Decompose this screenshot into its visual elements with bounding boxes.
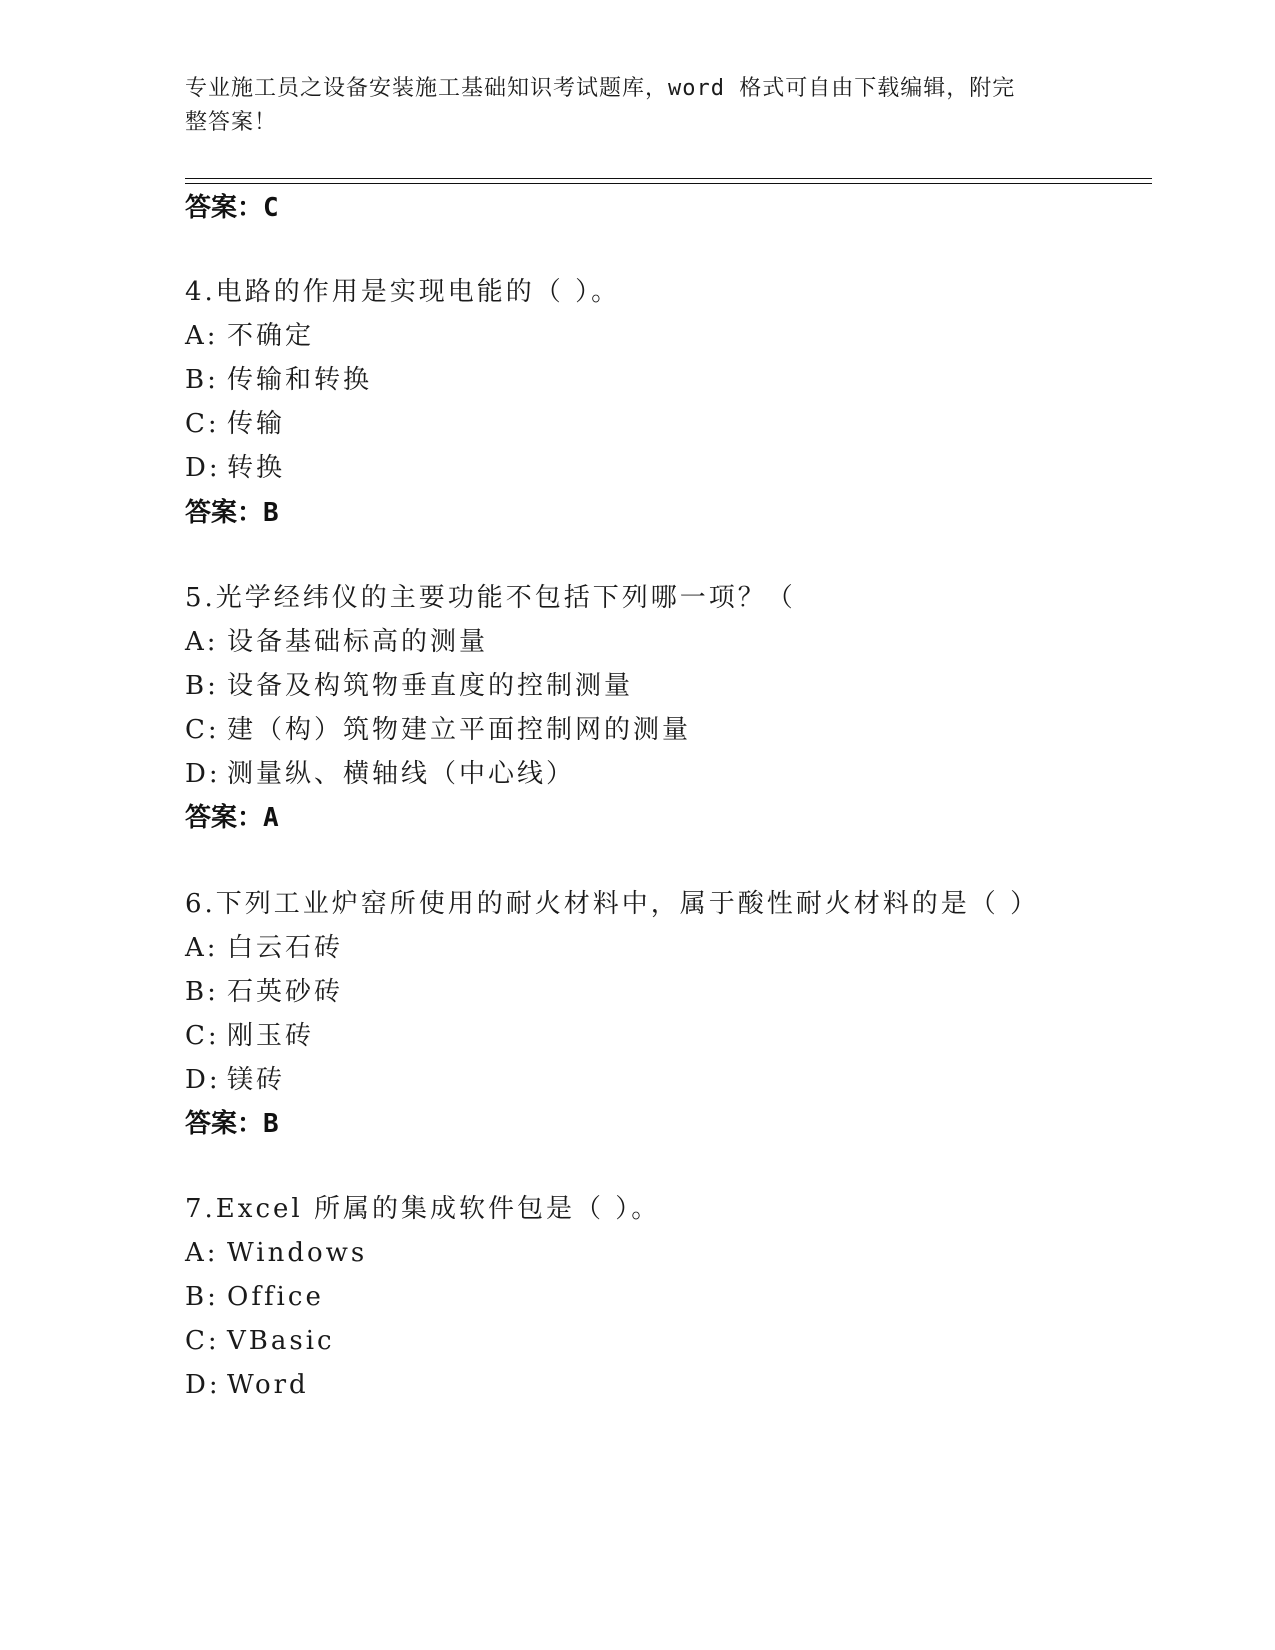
question-7-option-a: [185, 1237, 367, 1269]
option-text: 建（构）筑物建立平面控制网的测量: [227, 715, 692, 745]
question-7-option-b: [185, 1281, 324, 1313]
header-rule-top: [185, 178, 1152, 179]
option-text: Windows: [227, 1238, 368, 1268]
option-key: D:: [185, 1065, 221, 1095]
option-key: A:: [185, 627, 219, 657]
option-key: D:: [185, 1370, 221, 1400]
option-key: C:: [185, 1021, 220, 1051]
answer-q4: 答案：B: [185, 498, 279, 528]
question-6-option-d: [185, 1064, 285, 1096]
question-5-option-d: [185, 758, 575, 790]
question-6-text: 6.下列工业炉窑所使用的耐火材料中，属于酸性耐火材料的是（ ）: [185, 889, 1040, 919]
document-header: [185, 72, 1065, 140]
option-key: A:: [185, 933, 219, 963]
option-key: C:: [185, 409, 220, 439]
question-7-text: 7.Excel 所属的集成软件包是（ ）。: [185, 1194, 661, 1224]
question-7-option-d: [185, 1369, 309, 1401]
option-key: C:: [185, 1326, 220, 1356]
option-key: D:: [185, 453, 221, 483]
question-5-option-b: [185, 670, 633, 702]
option-text: 转换: [227, 453, 286, 483]
option-text: 测量纵、横轴线（中心线）: [227, 759, 576, 789]
option-text: 白云石砖: [227, 933, 344, 963]
option-text: 刚玉砖: [227, 1021, 315, 1051]
question-4-option-b: [185, 364, 372, 396]
option-text: 设备及构筑物垂直度的控制测量: [227, 671, 634, 701]
question-6-option-c: [185, 1020, 314, 1052]
option-text: 不确定: [227, 321, 315, 351]
option-text: VBasic: [227, 1326, 335, 1356]
question-5-option-c: [185, 714, 691, 746]
header-line-2: 整答案！: [185, 110, 278, 135]
header-line-1: 专业施工员之设备安装施工基础知识考试题库，word 格式可自由下载编辑，附完: [185, 76, 1016, 101]
answer-q5: 答案：A: [185, 803, 279, 833]
question-4-option-c: [185, 408, 285, 440]
option-text: 设备基础标高的测量: [227, 627, 489, 657]
option-key: D:: [185, 759, 221, 789]
question-4-text: 4.电路的作用是实现电能的（ ）。: [185, 277, 621, 307]
question-5-option-a: [185, 626, 488, 658]
option-text: Word: [227, 1370, 309, 1400]
header-rule-bottom: [185, 183, 1152, 184]
option-key: B:: [185, 977, 219, 1007]
question-4-option-a: [185, 320, 314, 352]
option-text: 石英砂砖: [227, 977, 344, 1007]
question-6-option-b: [185, 976, 343, 1008]
option-key: B:: [185, 671, 219, 701]
question-7-option-c: [185, 1325, 335, 1357]
question-6-option-a: [185, 932, 343, 964]
answer-q6: 答案：B: [185, 1109, 279, 1139]
answer-q3: 答案：C: [185, 193, 279, 223]
option-text: Office: [227, 1282, 324, 1312]
option-key: B:: [185, 365, 219, 395]
option-key: B:: [185, 1282, 219, 1312]
option-key: C:: [185, 715, 220, 745]
question-5-text: 5.光学经纬仪的主要功能不包括下列哪一项？（: [185, 583, 796, 613]
option-key: A:: [185, 1238, 219, 1268]
option-text: 传输和转换: [227, 365, 373, 395]
option-text: 镁砖: [227, 1065, 286, 1095]
option-text: 传输: [227, 409, 286, 439]
question-4-option-d: [185, 452, 285, 484]
option-key: A:: [185, 321, 219, 351]
